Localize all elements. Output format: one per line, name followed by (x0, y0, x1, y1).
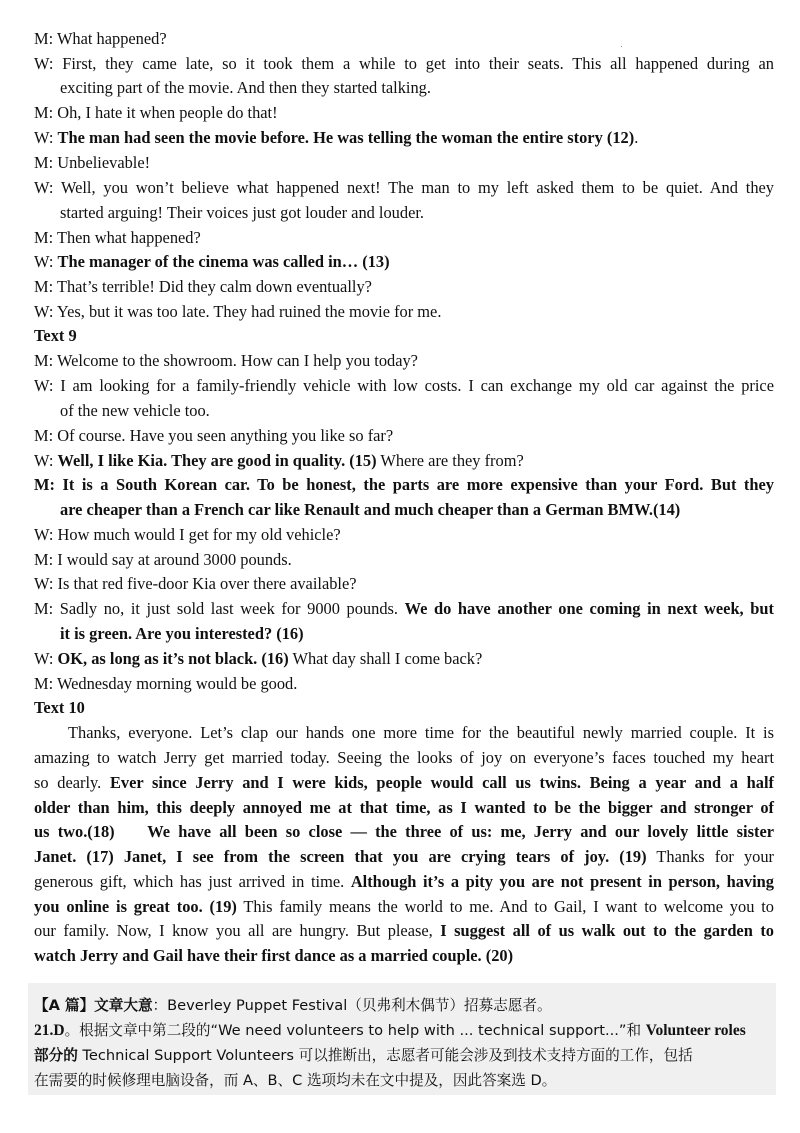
dialogue-line: M: What happened? (34, 29, 167, 48)
dialogue-line: W: OK, as long as it’s not black. (16) What day shall I come back? (34, 649, 483, 668)
paragraph-line: Janet. (17) Janet, I see from the screen that you are crying tears of joy. (19) Thanks for your (34, 847, 775, 866)
dialogue-line: W: The manager of the cinema was called in… (13) (34, 252, 390, 271)
dialogue-line-cont: of the new vehicle too. (60, 401, 210, 420)
dialogue-line: M: Of course. Have you seen anything you like so far? (34, 426, 394, 445)
dialogue-line-cont: exciting part of the movie. And then they started talking. (60, 78, 431, 97)
dialogue-line: W: Well, I like Kia. They are good in quality. (15) Where are they from? (34, 451, 524, 470)
paragraph-line: Thanks, everyone. Let’s clap our hands one more time for the beautiful newly married couple. It is (68, 723, 774, 742)
paragraph-line: us two.(18) We have all been so close — the three of us: me, Jerry and our lovely little sister (34, 822, 774, 841)
paragraph-line: you online is great too. (19) This family means the world to me. And to Gail, I want to welcome you to (34, 897, 774, 916)
dialogue-line: M: It is a South Korean car. To be honest, the parts are more expensive than your Ford. But they (34, 475, 774, 494)
paragraph-line: generous gift, which has just arrived in time. Although it’s a pity you are not present in person, having (34, 872, 774, 891)
dialogue-line: M: I would say at around 3000 pounds. (34, 550, 292, 569)
dialogue-line: W: Well, you won’t believe what happened next! The man to my left asked them to be quiet. And they (34, 178, 774, 197)
dialogue-line: M: Wednesday morning would be good. (34, 674, 298, 693)
dialogue-line: W: The man had seen the movie before. He was telling the woman the entire story (12). (34, 128, 639, 147)
dialogue-line: W: How much would I get for my old vehicle? (34, 525, 341, 544)
answer-line: 在需要的时候修理电脑设备，而 A、B、C 选项均未在文中提及，因此答案选 D。 (34, 1072, 557, 1089)
dialogue-line: M: Unbelievable! (34, 153, 151, 172)
paragraph-line: our family. Now, I know you all are hungry. But please, I suggest all of us walk out to the garden to (34, 921, 774, 940)
section-heading-text10: Text 10 (34, 698, 85, 717)
dialogue-line-cont: are cheaper than a French car like Renault and much cheaper than a German BMW.(14) (60, 500, 681, 519)
answer-line: 部分的 Technical Support Volunteers 可以推断出，志愿者可能会涉及到技术支持方面的工作，包括 (34, 1047, 693, 1064)
answer-line: 21.D。根据文章中第二段的“We need volunteers to help with ... technical support...”和 Volunteer roles (34, 1022, 746, 1039)
dialogue-line: M: Oh, I hate it when people do that! (34, 103, 278, 122)
paragraph-line: older than him, this deeply annoyed me at that time, as I wanted to be the bigger and stronger of (34, 798, 774, 817)
paragraph-line: amazing to watch Jerry get married today. Seeing the looks of joy on everyone’s faces touched my heart (34, 748, 774, 767)
dialogue-line: W: Is that red five-door Kia over there available? (34, 574, 357, 593)
dialogue-line: M: That’s terrible! Did they calm down eventually? (34, 277, 372, 296)
paragraph-line: so dearly. Ever since Jerry and I were kids, people would call us twins. Being a year and a half (34, 773, 774, 792)
paragraph-line: watch Jerry and Gail have their first dance as a married couple. (20) (34, 946, 514, 965)
section-heading-text9: Text 9 (34, 326, 77, 345)
dialogue-line: W: Yes, but it was too late. They had ruined the movie for me. (34, 302, 442, 321)
dialogue-line: M: Then what happened? (34, 228, 201, 247)
dialogue-line: M: Sadly no, it just sold last week for 9000 pounds. We do have another one coming in next week, but (34, 599, 774, 618)
dialogue-line: M: Welcome to the showroom. How can I help you today? (34, 351, 418, 370)
answer-summary-line: 【A 篇】文章大意：Beverley Puppet Festival（贝弗利木偶节）招募志愿者。 (34, 997, 552, 1014)
dialogue-line-cont: started arguing! Their voices just got louder and louder. (60, 203, 425, 222)
dialogue-line: W: I am looking for a family-friendly vehicle with low costs. I can exchange my old car against the price (34, 376, 774, 395)
dialogue-line-cont: it is green. Are you interested? (16) (60, 624, 304, 643)
dialogue-line: W: First, they came late, so it took them a while to get into their seats. This all happened during an (34, 54, 774, 73)
